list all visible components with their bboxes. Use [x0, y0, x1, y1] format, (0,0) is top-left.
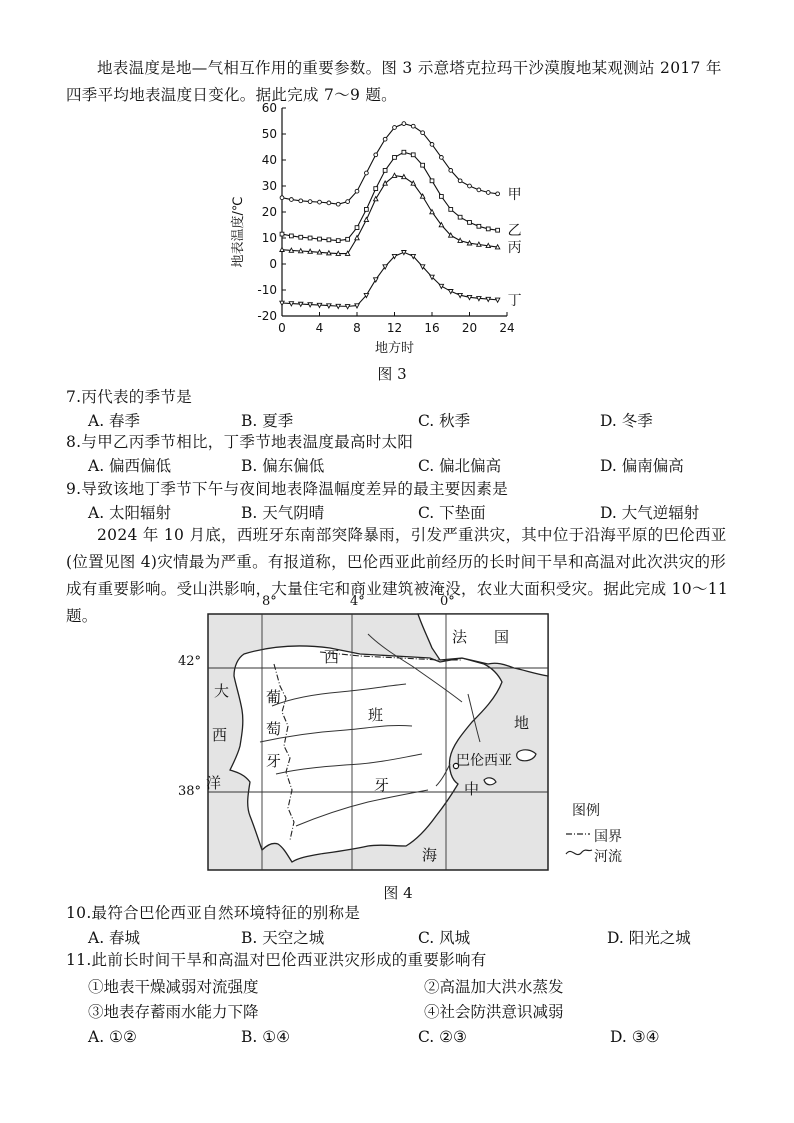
- data-point: [336, 202, 340, 206]
- x-tick-label: 0: [278, 321, 286, 335]
- data-point: [402, 150, 406, 154]
- label-med-2: 中: [464, 780, 480, 798]
- y-axis-label: 地表温度/℃: [231, 196, 246, 268]
- data-point: [308, 249, 312, 253]
- data-point: [421, 131, 425, 135]
- legend-title: 图例: [572, 803, 600, 819]
- q10-option-d[interactable]: D. 阳光之城: [607, 929, 691, 947]
- map-legend: [562, 796, 642, 866]
- data-point: [336, 239, 340, 243]
- y-tick-label: 20: [261, 205, 277, 219]
- series-line: [282, 252, 498, 306]
- series-label: 丙: [507, 240, 522, 257]
- data-point: [477, 188, 481, 192]
- x-tick-label: 4: [315, 321, 324, 335]
- question-8-stem: 8.与甲乙丙季节相比，丁季节地表温度最高时太阳: [66, 433, 414, 451]
- data-point: [289, 198, 293, 202]
- data-point: [317, 303, 321, 307]
- data-point: [280, 301, 284, 305]
- data-point: [355, 236, 359, 240]
- q7-option-b[interactable]: B. 夏季: [241, 412, 294, 430]
- data-point: [468, 184, 472, 188]
- q8-option-b[interactable]: B. 偏东偏低: [241, 457, 325, 475]
- data-point: [449, 208, 453, 212]
- data-point: [458, 215, 462, 219]
- data-point: [299, 302, 303, 306]
- x-tick-label: 16: [424, 321, 440, 335]
- intro-paragraph-2: 2024 年 10 月底，西班牙东南部突降暴雨，引发严重洪灾，其中位于沿海平原的巴伦西亚(位置见图 4)灾情最为严重。有报道称，巴伦西亚此前经历的长时间干旱和高温对此次洪灾的形成有重要影响。受山洪影响，大量住宅和商业建筑被淹没，农业大面积受灾。据此完成 10～11 题。: [66, 526, 729, 625]
- label-valencia: 巴伦西亚: [456, 753, 512, 769]
- data-point: [346, 200, 350, 204]
- data-point: [402, 251, 406, 255]
- series-line: [282, 176, 498, 254]
- lon-label-4: 4°: [350, 594, 365, 609]
- y-tick-label: 0: [269, 257, 277, 271]
- data-point: [467, 295, 471, 299]
- q10-option-b[interactable]: B. 天空之城: [241, 929, 325, 947]
- q9-option-c[interactable]: C. 下垫面: [418, 504, 486, 522]
- question-9-stem: 9.导致该地丁季节下午与夜间地表降温幅度差异的最主要因素是: [66, 480, 508, 498]
- data-point: [383, 169, 387, 173]
- data-point: [289, 248, 293, 252]
- label-med-3: 海: [422, 846, 438, 864]
- q8-option-c[interactable]: C. 偏北偏高: [418, 457, 502, 475]
- intro-paragraph-1: 地表温度是地—气相互作用的重要参数。图 3 示意塔克拉玛干沙漠腹地某观测站 2017 年四季平均地表温度日变化。据此完成 7～9 题。: [66, 59, 722, 104]
- data-point: [308, 236, 312, 240]
- data-point: [308, 303, 312, 307]
- figure-3-caption: 图 3: [377, 365, 407, 383]
- lon-label-0: 0°: [440, 594, 455, 609]
- data-point: [355, 304, 359, 308]
- data-point: [430, 179, 434, 183]
- data-point: [374, 187, 378, 191]
- y-tick-label: -10: [257, 283, 277, 297]
- label-france-2: 国: [494, 628, 510, 646]
- data-point: [299, 235, 303, 239]
- series-label: 甲: [507, 186, 522, 203]
- data-point: [449, 169, 453, 173]
- data-point: [402, 175, 406, 179]
- data-point: [477, 242, 481, 246]
- data-point: [468, 221, 472, 225]
- data-point: [495, 298, 499, 302]
- data-point: [317, 250, 321, 254]
- data-point: [364, 208, 368, 212]
- x-tick-label: 12: [386, 321, 403, 335]
- data-point: [374, 153, 378, 157]
- y-tick-label: 30: [261, 179, 277, 193]
- q10-option-c[interactable]: C. 风城: [418, 929, 471, 947]
- data-point: [336, 251, 340, 255]
- q10-option-a[interactable]: A. 春城: [88, 929, 141, 947]
- q11-option-c[interactable]: C. ②③: [418, 1028, 467, 1046]
- data-point: [496, 228, 500, 232]
- data-point: [280, 232, 284, 236]
- data-point: [439, 195, 443, 199]
- data-point: [458, 238, 462, 242]
- data-point: [327, 201, 331, 205]
- q7-option-a[interactable]: A. 春季: [88, 412, 141, 430]
- label-med-1: 地: [514, 714, 530, 732]
- x-tick-label: 20: [461, 321, 478, 335]
- series-label: 乙: [507, 223, 522, 240]
- surface-temperature-chart: [222, 96, 582, 358]
- x-axis-label: 地方时: [374, 341, 415, 356]
- data-point: [449, 290, 453, 294]
- q11-item-1: ①地表干燥减弱对流强度: [88, 978, 259, 996]
- data-point: [430, 143, 434, 147]
- data-point: [477, 297, 481, 301]
- question-11-stem: 11.此前长时间干旱和高温对巴伦西亚洪灾形成的重要影响有: [66, 951, 487, 969]
- data-point: [421, 163, 425, 167]
- data-point: [411, 124, 415, 128]
- q9-option-d[interactable]: D. 大气逆辐射: [600, 504, 700, 522]
- x-tick-label: 24: [499, 321, 515, 335]
- figure-4-caption: 图 4: [383, 884, 413, 902]
- q7-option-d[interactable]: D. 冬季: [600, 412, 653, 430]
- data-point: [280, 196, 284, 200]
- data-point: [486, 297, 490, 301]
- q11-option-b[interactable]: B. ①④: [241, 1028, 291, 1046]
- data-point: [393, 126, 397, 130]
- label-france-1: 法: [452, 628, 468, 646]
- data-point: [336, 304, 340, 308]
- question-10-stem: 10.最符合巴伦西亚自然环境特征的别称是: [66, 904, 361, 922]
- data-point: [496, 192, 500, 196]
- data-point: [467, 241, 471, 245]
- data-point: [327, 304, 331, 308]
- question-7-stem: 7.丙代表的季节是: [66, 388, 192, 406]
- data-point: [299, 249, 303, 253]
- x-tick-label: 8: [353, 321, 361, 335]
- legend-border-label: 国界: [594, 829, 622, 845]
- y-tick-label: 50: [261, 127, 277, 141]
- data-point: [458, 293, 462, 297]
- y-tick-label: 40: [261, 153, 277, 167]
- data-point: [364, 171, 368, 175]
- data-point: [355, 189, 359, 193]
- q11-item-2: ②高温加大洪水蒸发: [424, 978, 564, 996]
- q11-item-3: ③地表存蓄雨水能力下降: [88, 1003, 259, 1021]
- q9-option-a[interactable]: A. 太阳辐射: [88, 504, 172, 522]
- data-point: [411, 181, 415, 185]
- label-spain-3: 牙: [374, 776, 390, 794]
- data-point: [495, 245, 499, 249]
- data-point: [393, 156, 397, 160]
- series-label: 丁: [507, 292, 522, 309]
- lat-label-42: 42°: [178, 654, 202, 669]
- data-point: [486, 227, 490, 231]
- q9-option-b[interactable]: B. 天气阴晴: [241, 504, 325, 522]
- label-portugal-2: 萄: [266, 720, 282, 738]
- data-point: [327, 238, 331, 242]
- label-portugal-1: 葡: [266, 688, 282, 706]
- data-point: [411, 153, 415, 157]
- q11-option-a[interactable]: A. ①②: [88, 1028, 137, 1046]
- series-line: [282, 152, 498, 240]
- q8-option-a[interactable]: A. 偏西偏低: [88, 457, 172, 475]
- data-point: [327, 251, 331, 255]
- data-point: [439, 156, 443, 160]
- data-point: [280, 247, 284, 251]
- q7-option-c[interactable]: C. 秋季: [418, 412, 471, 430]
- label-atlantic-1: 大: [214, 682, 230, 700]
- data-point: [477, 224, 481, 228]
- label-spain-2: 班: [368, 706, 384, 724]
- data-point: [486, 243, 490, 247]
- y-tick-label: -20: [257, 309, 277, 323]
- y-tick-label: 10: [261, 231, 277, 245]
- data-point: [318, 200, 322, 204]
- label-spain-1: 西: [324, 648, 340, 666]
- q11-item-4: ④社会防洪意识减弱: [424, 1003, 564, 1021]
- data-point: [346, 237, 350, 241]
- data-point: [345, 305, 349, 309]
- y-tick-label: 60: [261, 101, 277, 115]
- q8-option-d[interactable]: D. 偏南偏高: [600, 457, 684, 475]
- data-point: [318, 237, 322, 241]
- data-point: [299, 199, 303, 203]
- data-point: [289, 234, 293, 238]
- data-point: [402, 122, 406, 126]
- data-point: [392, 173, 396, 177]
- data-point: [355, 226, 359, 230]
- data-point: [486, 191, 490, 195]
- label-portugal-3: 牙: [266, 752, 282, 770]
- legend-river-label: 河流: [594, 849, 622, 865]
- data-point: [458, 179, 462, 183]
- label-atlantic-2: 西: [212, 726, 228, 744]
- data-point: [439, 284, 443, 288]
- data-point: [383, 137, 387, 141]
- data-point: [364, 217, 368, 221]
- lat-label-38: 38°: [178, 784, 202, 799]
- data-point: [308, 200, 312, 204]
- legend-symbols: [564, 826, 594, 866]
- lon-label-8: 8°: [262, 594, 277, 609]
- data-point: [289, 302, 293, 306]
- label-atlantic-3: 洋: [206, 774, 222, 792]
- q11-option-d[interactable]: D. ③④: [610, 1028, 660, 1046]
